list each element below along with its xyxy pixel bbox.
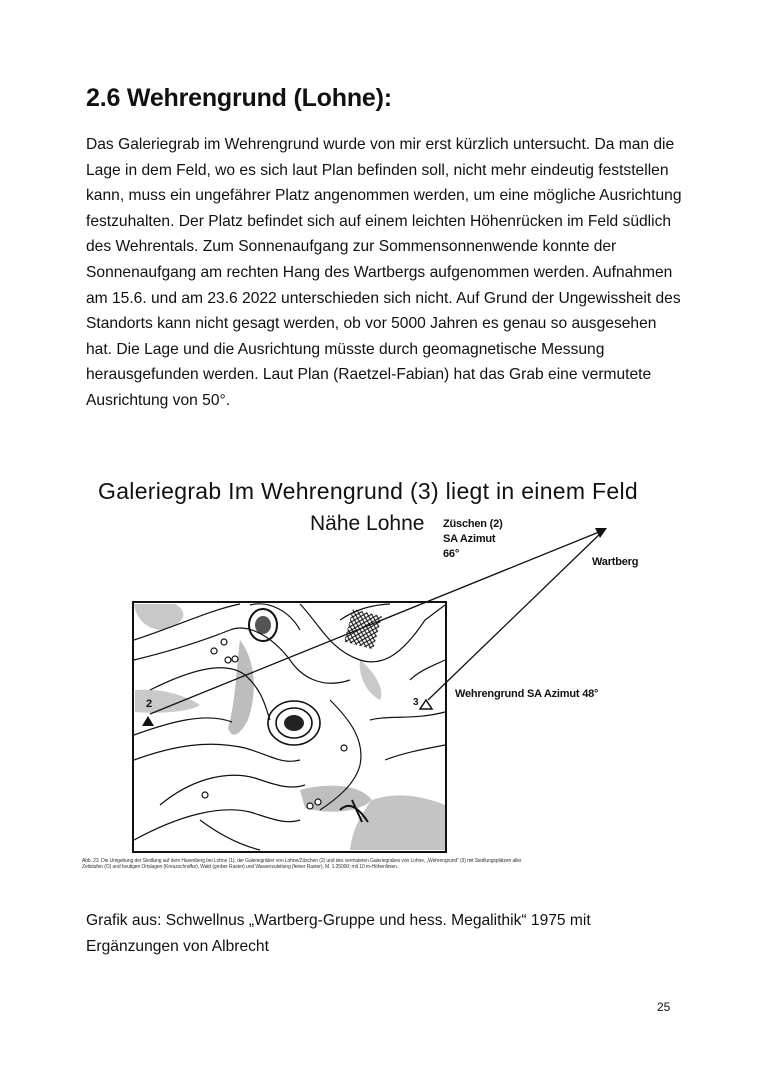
marker-3-label: 3 <box>413 697 419 708</box>
label-zuschen-azimut: SA Azimut <box>443 533 496 545</box>
figure-title-line1: Galeriegrab Im Wehrengrund (3) liegt in einem Feld <box>98 478 638 504</box>
page-number: 25 <box>657 1000 671 1014</box>
section-heading: 2.6 Wehrengrund (Lohne): <box>86 84 392 112</box>
figure-credit: Grafik aus: Schwellnus „Wartberg-Gruppe und hess. Megalithik“ 1975 mit Ergänzungen von Albrecht <box>86 912 591 955</box>
body-paragraph: Das Galeriegrab im Wehrengrund wurde von mir erst kürzlich untersucht. Da man die Lage in dem Feld, wo es sich laut Plan befinden soll, nicht mehr eindeutig feststellen kann, muss ein ungefährer Platz angenommen werden, um eine mögliche Ausrichtung festzuhalten. Der Platz befindet sich auf einem leichten Höhenrücken im Feld südlich des Wehrentals. Zum Sonnenaufgang zur Sommensonnenwende konnte der Sonnenaufgang am rechten Hang des Wartbergs aufgenommen werden. Aufnahmen am 15.6. und am 23.6 2022 unterschieden sich nicht. Auf Grund der Ungewissheit des Standorts kann nicht gesagt werden, ob vor 5000 Jahren es genau so ausgesehen hat. Die Lage und die Ausrichtung müsste durch geomagnetische Messung herausgefunden werden. Laut Plan (Raetzel-Fabian) hat das Grab eine vermutete Ausrichtung von 50°. <box>86 136 682 409</box>
label-zuschen-name: Züschen (2) <box>443 518 503 530</box>
marker-2-label: 2 <box>146 698 153 710</box>
azimut-line-wehrengrund <box>428 530 604 700</box>
figure-title-line2: Nähe Lohne <box>310 512 425 535</box>
figure-source-caption: Abb. 23. Die Umgebung der Siedlung auf dem Hasenberg bei Lohne (1), der Galeriegräber von Lohne/Züschen (2) und des vermuteten Galeriegrabes von Lohne, „Wehrengrund“ (3) mit Siedlungsplätzen aller Zeitstufen (O) und heutigen Ortslagen (Kreuzschraffur), Wald (grober Raster) und Wasserzuleitung (feiner Raster). M. 1:25000; mit 10 m-Höhenlinien. <box>82 858 522 871</box>
label-wartberg: Wartberg <box>592 556 639 568</box>
label-wehrengrund: Wehrengrund SA Azimut 48° <box>455 688 599 700</box>
label-zuschen-degrees: 66° <box>443 548 460 560</box>
